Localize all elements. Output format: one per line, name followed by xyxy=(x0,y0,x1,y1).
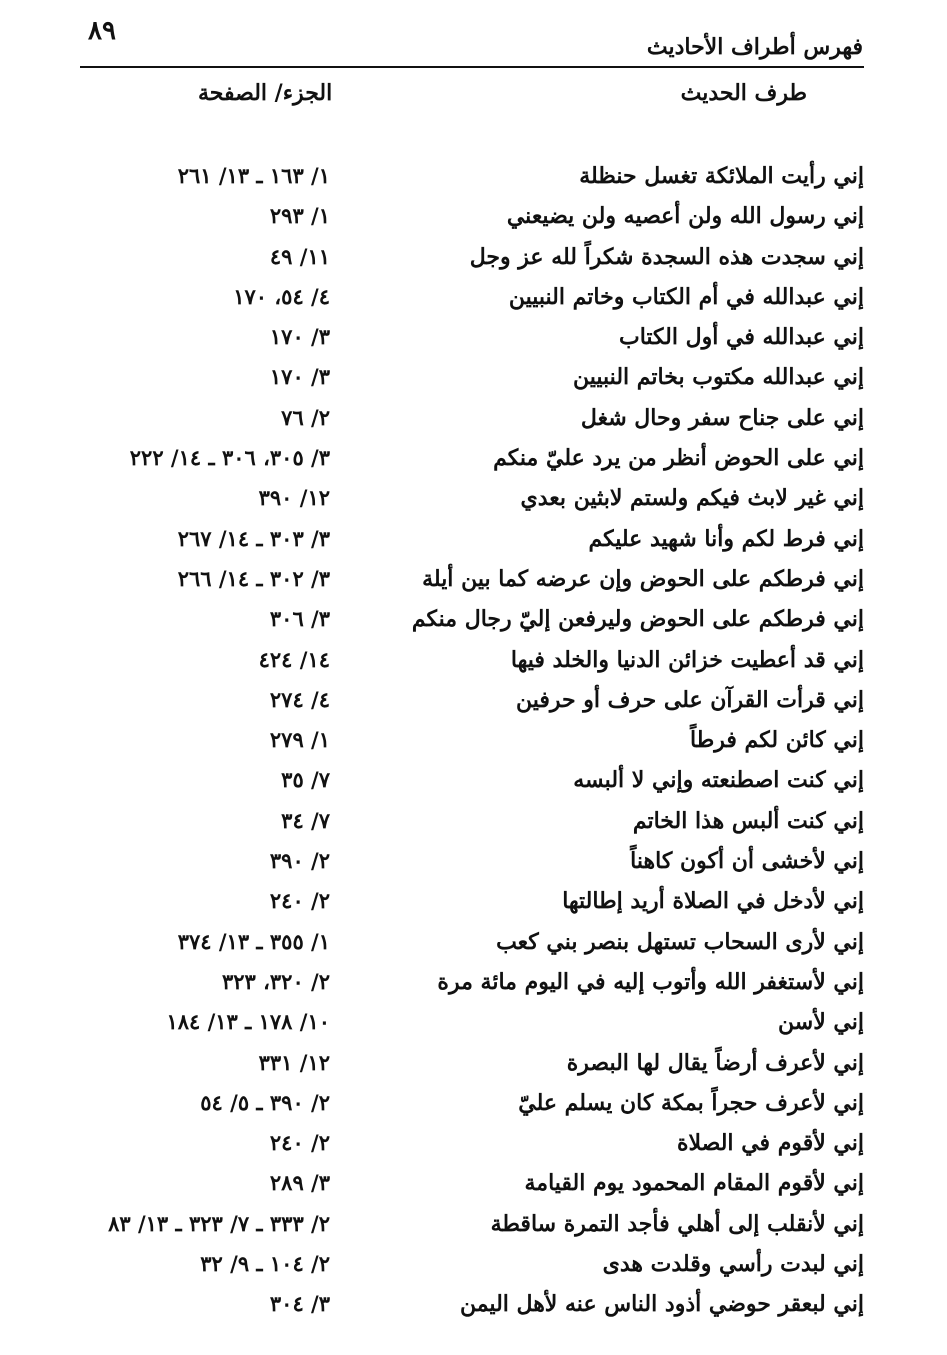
index-entry-row xyxy=(80,317,864,357)
hadith-incipit: إني على الحوض أنظر من يرد عليّ منكم xyxy=(493,445,864,472)
header-rule xyxy=(80,66,864,68)
index-entry-row xyxy=(80,599,864,639)
volume-page-reference: ٣/ ٣٠٣ ـ ١٤/ ٢٦٧ xyxy=(177,525,330,551)
index-entry-row xyxy=(80,1083,864,1123)
index-entry-row xyxy=(80,720,864,760)
hadith-incipit: إني فرطكم على الحوض وليرفعن إليّ رجال منكم xyxy=(411,606,864,633)
volume-page-reference: ٤/ ٢٧٤ xyxy=(269,686,330,712)
index-entry-row xyxy=(80,1284,864,1324)
volume-page-reference: ٢/ ١٠٤ ـ ٩/ ٣٢ xyxy=(200,1251,330,1277)
hadith-incipit: إني لأعرف أرضاً يقال لها البصرة xyxy=(566,1049,864,1076)
index-entry-row xyxy=(80,398,864,438)
hadith-incipit: إني لأقوم المقام المحمود يوم القيامة xyxy=(524,1170,864,1197)
volume-page-reference: ٢/ ٢٤٠ xyxy=(269,1130,330,1156)
hadith-incipit: إني لبدت رأسي وقلدت هدى xyxy=(602,1251,864,1278)
hadith-incipit: إني لأدخل في الصلاة أريد إطالتها xyxy=(562,888,864,915)
hadith-incipit: إني عبدالله مكتوب بخاتم النبيين xyxy=(573,364,864,391)
volume-page-reference: ١/ ٢٧٩ xyxy=(269,727,330,753)
column-header-hadith: طرف الحديث xyxy=(680,80,807,106)
volume-page-reference: ٣/ ١٧٠ xyxy=(269,364,330,390)
hadith-incipit: إني عبدالله في أول الكتاب xyxy=(618,324,864,351)
index-entry-row xyxy=(80,1002,864,1042)
volume-page-reference: ٣/ ١٧٠ xyxy=(269,324,330,350)
index-entry-row xyxy=(80,559,864,599)
volume-page-reference: ١/ ١٦٣ ـ ١٣/ ٢٦١ xyxy=(177,163,330,188)
volume-page-reference: ١/ ٢٩٣ xyxy=(269,203,330,229)
hadith-incipit: إني غير لابث فيكم ولستم لابثين بعدي xyxy=(520,485,864,512)
index-entry-row xyxy=(80,438,864,478)
hadith-incipit: إني لأعرف حجراً بمكة كان يسلم عليّ xyxy=(518,1089,864,1116)
index-entry-row xyxy=(80,760,864,800)
volume-page-reference: ٣/ ٣٠٥، ٣٠٦ ـ ١٤/ ٢٢٢ xyxy=(129,445,330,471)
index-entry-row xyxy=(80,922,864,962)
index-entry-row xyxy=(80,237,864,277)
volume-page-reference: ١٤/ ٤٢٤ xyxy=(258,646,330,672)
index-entry-row xyxy=(80,1123,864,1163)
volume-page-reference: ٢/ ٢٤٠ xyxy=(269,888,330,914)
hadith-incipit: إني لأقوم في الصلاة xyxy=(677,1130,864,1157)
volume-page-reference: ٢/ ٣٩٠ ـ ٥/ ٥٤ xyxy=(200,1089,330,1115)
volume-page-reference: ٣/ ٣٠٤ xyxy=(269,1291,330,1317)
hadith-incipit: إني فرط لكم وأنا شهيد عليكم xyxy=(588,525,864,552)
hadith-incipit: إني لبعقر حوضي أذود الناس عنه لأهل اليمن xyxy=(459,1291,864,1318)
hadith-incipit: إني كائن لكم فرطاً xyxy=(690,727,864,754)
index-entry-row xyxy=(80,1244,864,1284)
hadith-incipit: إني كنت اصطنعته وإني لا ألبسه xyxy=(573,767,864,794)
index-entry-row xyxy=(80,519,864,559)
hadith-incipit: إني لأخشى أن أكون كاهناً xyxy=(630,848,864,875)
index-entry-row xyxy=(80,841,864,881)
index-entry-row xyxy=(80,640,864,680)
volume-page-reference: ٢/ ٣٢٠، ٣٢٣ xyxy=(221,968,330,994)
volume-page-reference: ٧/ ٣٤ xyxy=(281,807,330,833)
hadith-incipit: إني لأنقلب إلى أهلي فأجد التمرة ساقطة xyxy=(490,1210,864,1237)
volume-page-reference: ٢/ ٧٦ xyxy=(281,404,330,430)
index-entry-row xyxy=(80,1204,864,1244)
volume-page-reference: ١٠/ ١٧٨ ـ ١٣/ ١٨٤ xyxy=(166,1009,330,1035)
hadith-incipit: إني عبدالله في أم الكتاب وخاتم النبيين xyxy=(508,283,864,310)
hadith-incipit: إني كنت ألبس هذا الخاتم xyxy=(632,807,864,834)
volume-page-reference: ١/ ٣٥٥ ـ ١٣/ ٣٧٤ xyxy=(177,928,330,954)
index-entries xyxy=(80,156,864,1325)
hadith-incipit: إني سجدت هذه السجدة شكراً لله عز وجل xyxy=(469,243,864,270)
volume-page-reference: ٣/ ٣٠٦ xyxy=(269,606,330,632)
volume-page-reference: ٣/ ٣٠٢ ـ ١٤/ ٢٦٦ xyxy=(177,565,330,591)
volume-page-reference: ٧/ ٣٥ xyxy=(281,767,330,793)
column-header-volume-page: الجزء/ الصفحة xyxy=(198,80,333,106)
index-entry-row xyxy=(80,196,864,236)
volume-page-reference: ١٢/ ٣٣١ xyxy=(258,1049,330,1075)
hadith-incipit: إني رأيت الملائكة تغسل حنظلة xyxy=(579,163,864,189)
hadith-incipit: إني قد أعطيت خزائن الدنيا والخلد فيها xyxy=(510,646,864,673)
volume-page-reference: ٢/ ٣٩٠ xyxy=(269,848,330,874)
hadith-incipit: إني رسول الله ولن أعصيه ولن يضيعني xyxy=(506,203,864,230)
hadith-incipit: إني قرأت القرآن على حرف أو حرفين xyxy=(515,686,864,713)
volume-page-reference: ١١/ ٤٩ xyxy=(269,243,330,269)
running-title: فهرس أطراف الأحاديث xyxy=(646,34,863,60)
hadith-incipit: إني لأرى السحاب تستهل بنصر بني كعب xyxy=(496,928,864,955)
index-entry-row xyxy=(80,962,864,1002)
index-entry-row xyxy=(80,478,864,518)
page-number: ٨٩ xyxy=(88,16,116,46)
index-entry-row xyxy=(80,801,864,841)
volume-page-reference: ٢/ ٣٣٣ ـ ٧/ ٣٢٣ ـ ١٣/ ٨٣ xyxy=(108,1210,330,1236)
hadith-incipit: إني لأستغفر الله وأتوب إليه في اليوم مائة مرة xyxy=(437,968,864,995)
index-entry-row xyxy=(80,156,864,196)
index-entry-row xyxy=(80,1043,864,1083)
hadith-incipit: إني فرطكم على الحوض وإن عرضه كما بين أيلة xyxy=(422,565,864,592)
index-entry-row xyxy=(80,881,864,921)
volume-page-reference: ٣/ ٢٨٩ xyxy=(269,1170,330,1196)
hadith-incipit: إني على جناح سفر وحال شغل xyxy=(580,404,864,431)
volume-page-reference: ١٢/ ٣٩٠ xyxy=(258,485,330,511)
volume-page-reference: ٤/ ٥٤، ١٧٠ xyxy=(233,283,330,309)
index-entry-row xyxy=(80,357,864,397)
index-entry-row xyxy=(80,680,864,720)
index-entry-row xyxy=(80,1163,864,1203)
index-entry-row xyxy=(80,277,864,317)
hadith-incipit: إني لأسن xyxy=(778,1009,864,1036)
